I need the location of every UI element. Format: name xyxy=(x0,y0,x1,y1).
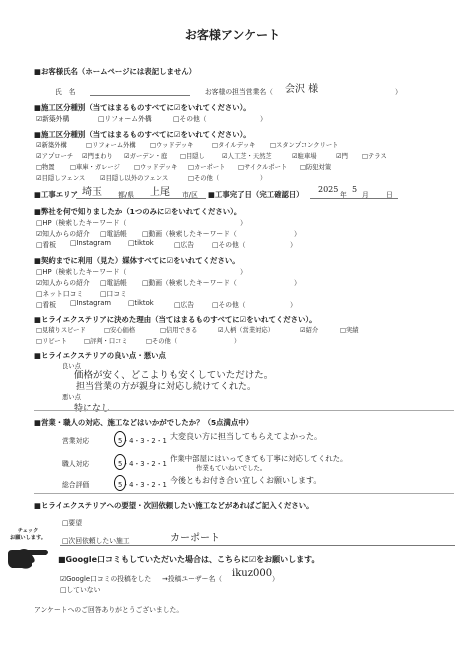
discovery-heading: ■弊社を何で知りましたか（1つのみに☑をいれてください）。 xyxy=(34,207,242,216)
selected-score-circle xyxy=(114,431,126,447)
evaluation-crafts-comment: 作業中部屋にはいってきても丁寧に対応してくれた。 xyxy=(170,454,348,463)
discovery-option[interactable]: □広告 xyxy=(174,241,195,249)
decision-option[interactable]: ☑紹介 xyxy=(300,327,319,334)
request-heading: ■ヒライエクステリアへの要望・次回依頼したい施工などがあればご記入ください。 xyxy=(34,501,314,510)
contract-option[interactable]: □口コミ xyxy=(100,290,127,298)
month-handwritten: 5 xyxy=(352,185,358,194)
evaluation-sales-scale[interactable]: 5・4・3・2・1 xyxy=(118,437,167,445)
work-type-option[interactable]: ☑アプローチ xyxy=(36,153,74,160)
contract-option: ） xyxy=(240,268,247,276)
contract-option[interactable]: □Instagram xyxy=(70,299,112,307)
work-type-option[interactable]: □カーポート xyxy=(188,164,226,171)
city-handwritten: 上尾 xyxy=(150,187,170,198)
work-type-heading: ■施工区分種別（当てはまるものすべてに☑をいれてください）。 xyxy=(34,130,251,139)
impressions-heading: ■ヒライエクステリアの良い点・悪い点 xyxy=(34,351,166,360)
decision-option: ） xyxy=(234,338,241,345)
work-type-option[interactable]: □リフォーム外構 xyxy=(86,142,136,149)
footer-thanks: アンケートへのご回答ありがとうございました。 xyxy=(34,606,184,614)
work-type-option[interactable]: ☑目隠しフェンス xyxy=(36,175,86,182)
request-want-label[interactable]: □要望 xyxy=(62,519,83,527)
request-next-handwritten: カーポート xyxy=(170,533,220,544)
work-class-option: ） xyxy=(260,115,267,123)
evaluation-crafts-scale[interactable]: 5・4・3・2・1 xyxy=(118,460,167,468)
work-type-option[interactable]: ☑目隠し以外のフェンス xyxy=(100,175,169,182)
discovery-option[interactable]: ☑知人からの紹介 xyxy=(36,230,90,238)
evaluation-crafts-comment-2: 作業もていねいでした。 xyxy=(196,464,267,472)
contract-option[interactable]: □電話帳 xyxy=(100,279,127,287)
year-suffix: 年 xyxy=(340,191,347,199)
bad-points-label: 悪い点 xyxy=(62,394,81,401)
google-username-label: →投稿ユーザー名（ xyxy=(162,575,223,583)
contract-option[interactable]: □動画（検索したキーワード（ xyxy=(142,279,237,287)
work-type-option[interactable]: ☑門 xyxy=(336,153,348,160)
work-type-option[interactable]: ☑駐車場 xyxy=(292,153,317,160)
discovery-option[interactable]: □動画（検索したキーワード（ xyxy=(142,230,237,238)
work-type-option[interactable]: □車庫・ガレージ xyxy=(70,164,120,171)
discovery-option[interactable]: □tiktok xyxy=(128,239,154,247)
evaluation-overall-label: 総合評価 xyxy=(62,481,90,489)
evaluation-heading: ■営業・職人の対応、施工などはいかがでしたか？（5点満点中） xyxy=(34,418,254,427)
good-points-line2: 担当営業の方が親身に対応し続けてくれた。 xyxy=(76,382,257,392)
evaluation-overall-comment: 今後ともお付き合い宜しくお願いします。 xyxy=(170,476,322,485)
work-type-option[interactable]: ☑門まわり xyxy=(82,153,113,160)
decision-option[interactable]: □評判・口コミ xyxy=(84,338,128,345)
month-suffix: 月 xyxy=(362,191,369,199)
work-type-option[interactable]: ☑ガーデン・庭 xyxy=(124,153,168,160)
day-suffix: 日 xyxy=(386,191,393,199)
decision-option[interactable]: □実績 xyxy=(340,327,359,334)
work-class-option[interactable]: ☑新築外構 xyxy=(36,115,70,123)
rep-close-paren: ） xyxy=(395,88,402,96)
bad-points-value: 特になし xyxy=(74,404,111,414)
google-username-close: ） xyxy=(272,575,279,583)
work-type-option[interactable]: □防犯対策 xyxy=(300,164,332,171)
discovery-option: ） xyxy=(290,241,297,249)
google-heading: ■Google口コミもしていただいた場合は、こちらに☑をお願いします。 xyxy=(58,555,320,564)
decision-option[interactable]: □リピート xyxy=(36,338,67,345)
year-handwritten: 2025 xyxy=(318,185,339,194)
decision-option[interactable]: □信用できる xyxy=(160,327,198,334)
selected-score-circle xyxy=(114,454,126,470)
area-heading: ■工事エリア xyxy=(34,190,78,199)
name-underline xyxy=(90,95,190,96)
discovery-option[interactable]: □HP（検索したキーワード（ xyxy=(36,219,127,227)
google-posted-checkbox[interactable]: ☑Google口コミの投稿をした xyxy=(60,575,152,583)
request-next-label[interactable]: □次回依頼したい施工 xyxy=(62,537,130,545)
evaluation-sales-comment: 大変良い方に担当してもらえてよかった。 xyxy=(170,432,322,441)
work-class-option[interactable]: □その他（ xyxy=(173,115,207,123)
evaluation-sales-label: 営業対応 xyxy=(62,437,90,445)
name-section-heading: ■お客様氏名（ホームページには表記しません） xyxy=(34,67,197,76)
discovery-option[interactable]: □電話帳 xyxy=(100,230,127,238)
work-type-option[interactable]: □目隠し xyxy=(180,153,205,160)
contract-option[interactable]: □広告 xyxy=(174,301,195,309)
work-type-option[interactable]: □サイクルポート xyxy=(238,164,288,171)
google-not-posted-checkbox[interactable]: □していない xyxy=(60,586,101,594)
contract-option[interactable]: □ネット口コミ xyxy=(36,290,84,298)
work-type-option[interactable]: □スタンプコンクリート xyxy=(270,142,339,149)
work-type-option[interactable]: □その他（ xyxy=(188,175,220,182)
contract-option[interactable]: □その他（ xyxy=(212,301,246,309)
evaluation-overall-scale[interactable]: 5・4・3・2・1 xyxy=(118,481,167,489)
contract-option[interactable]: □HP（検索したキーワード（ xyxy=(36,268,127,276)
evaluation-crafts-label: 職人対応 xyxy=(62,460,90,468)
contract-option[interactable]: ☑知人からの紹介 xyxy=(36,279,90,287)
work-type-option[interactable]: □ウッドデッキ xyxy=(150,142,194,149)
discovery-option: ） xyxy=(294,230,301,238)
decision-heading: ■ヒライエクステリアに決めた理由（当てはまるものすべてに☑をいれてください）。 xyxy=(34,315,317,324)
completion-date-label: ■工事完了日（完工確認日） xyxy=(208,190,304,199)
discovery-option[interactable]: □その他（ xyxy=(212,241,246,249)
area-underline xyxy=(76,198,206,199)
decision-option[interactable]: □その他（ xyxy=(146,338,178,345)
prefecture-suffix: 都/県 xyxy=(118,191,134,199)
work-type-option[interactable]: ☑新築外構 xyxy=(36,142,67,149)
work-type-option: ） xyxy=(260,175,267,182)
work-type-option[interactable]: □テラス xyxy=(362,153,387,160)
city-suffix: 市/区 xyxy=(182,191,198,199)
prefecture-handwritten: 埼玉 xyxy=(82,187,102,198)
rep-label: お客様の担当営業名（ xyxy=(205,88,273,96)
discovery-option: ） xyxy=(240,219,247,227)
pointing-hand-icon xyxy=(6,546,52,572)
name-label: 氏 名 xyxy=(55,88,76,96)
survey-title: お客様アンケート xyxy=(184,28,281,42)
selected-score-circle xyxy=(114,475,126,491)
work-type-option[interactable]: □タイルデッキ xyxy=(212,142,256,149)
good-points-line1: 価格が安く、どこよりも安くしていただけた。 xyxy=(74,370,274,381)
contract-option[interactable]: □tiktok xyxy=(128,299,154,307)
contract-option[interactable]: □看板 xyxy=(36,301,57,309)
work-class-heading: ■施工区分種別（当てはまるものすべてに☑をいれてください）。 xyxy=(34,103,251,112)
contract-option: ） xyxy=(294,279,301,287)
google-username-handwritten: ikuz000 xyxy=(232,568,273,579)
work-type-option[interactable]: □物置 xyxy=(36,164,55,171)
divider xyxy=(34,410,454,411)
good-points-label: 良い点 xyxy=(62,363,81,370)
decision-option[interactable]: □安心価格 xyxy=(104,327,136,334)
decision-option[interactable]: ☑人柄（営業対応） xyxy=(218,327,275,334)
discovery-option[interactable]: □看板 xyxy=(36,241,57,249)
rep-handwritten-value: 会沢 様 xyxy=(285,84,319,95)
work-type-option[interactable]: ☑人工芝・天然芝 xyxy=(222,153,272,160)
contract-heading: ■契約までに利用（見た）媒体すべてに☑をいれてください。 xyxy=(34,256,240,265)
discovery-option[interactable]: □Instagram xyxy=(70,239,112,247)
check-request-badge: チェック お願いします。 xyxy=(10,528,46,541)
work-class-option[interactable]: □リフォーム外構 xyxy=(98,115,152,123)
request-underline xyxy=(60,545,455,546)
divider xyxy=(34,493,454,494)
contract-option: ） xyxy=(290,301,297,309)
date-underline xyxy=(310,198,398,199)
decision-option[interactable]: □見積りスピード xyxy=(36,327,86,334)
work-type-option[interactable]: □ウッドデッキ xyxy=(134,164,178,171)
